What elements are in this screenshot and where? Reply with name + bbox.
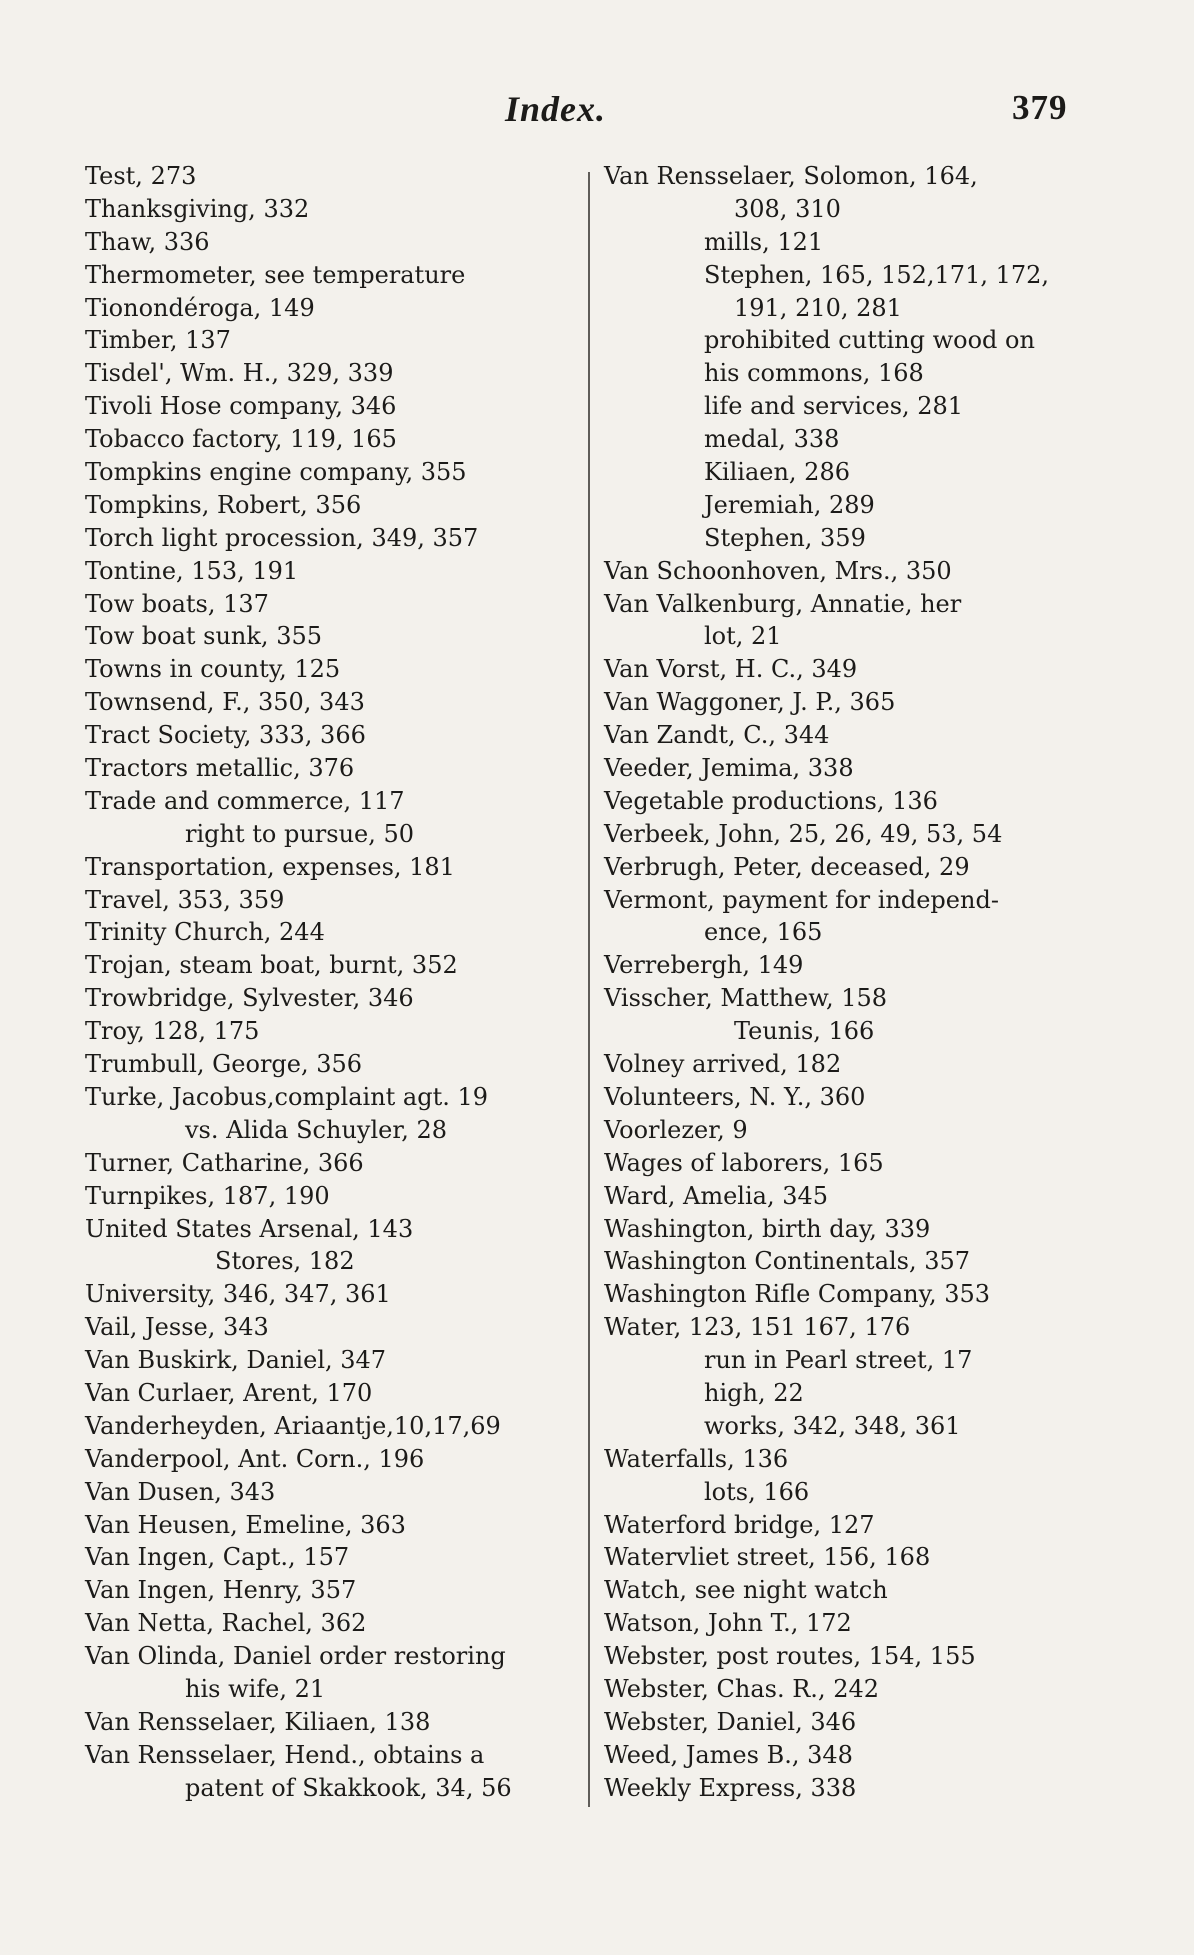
index-subentry: Teunis, 166 — [734, 1017, 875, 1046]
index-entry: Waterford bridge, 127 — [604, 1510, 875, 1539]
index-entry: Turke, Jacobus,complaint agt. 19 — [85, 1082, 489, 1111]
index-entry: Trinity Church, 244 — [85, 918, 325, 947]
index-entry: Waterfalls, 136 — [604, 1444, 789, 1473]
index-subentry: Stephen, 165, 152,171, 172, — [704, 260, 1050, 289]
index-entry: Turnpikes, 187, 190 — [85, 1181, 330, 1210]
index-entry: Weekly Express, 338 — [604, 1773, 857, 1802]
index-entry: Ward, Amelia, 345 — [604, 1181, 829, 1210]
index-entry: Tobacco factory, 119, 165 — [85, 425, 397, 454]
index-entry: Turner, Catharine, 366 — [85, 1148, 364, 1177]
index-entry: Webster, post routes, 154, 155 — [604, 1642, 976, 1671]
index-subentry: Jeremiah, 289 — [704, 490, 875, 519]
index-entry: Van Zandt, C., 344 — [604, 721, 830, 750]
index-entry: Wages of laborers, 165 — [604, 1148, 884, 1177]
index-entry: Van Olinda, Daniel order restoring — [85, 1642, 506, 1671]
index-subentry: ence, 165 — [704, 918, 823, 947]
index-entry: Van Rensselaer, Hend., obtains a — [85, 1740, 485, 1769]
index-entry: Van Vorst, H. C., 349 — [604, 655, 858, 684]
index-entry: University, 346, 347, 361 — [85, 1280, 391, 1309]
index-entry: Verbrugh, Peter, deceased, 29 — [604, 852, 970, 881]
index-entry: Van Rensselaer, Kiliaen, 138 — [85, 1707, 431, 1736]
index-subentry: his wife, 21 — [185, 1674, 326, 1703]
index-entry: Troy, 128, 175 — [85, 1017, 260, 1046]
index-entry: Test, 273 — [85, 162, 197, 190]
index-entry: Watervliet street, 156, 168 — [604, 1543, 931, 1572]
index-entry: Volney arrived, 182 — [604, 1050, 842, 1079]
index-column-left — [85, 160, 585, 1805]
index-entry: Tompkins, Robert, 356 — [85, 490, 362, 519]
index-subentry: medal, 338 — [704, 425, 840, 454]
index-subentry: 308, 310 — [734, 194, 841, 223]
index-entry: Trowbridge, Sylvester, 346 — [85, 984, 414, 1013]
index-entry: Washington, birth day, 339 — [604, 1214, 931, 1243]
index-entry: Van Ingen, Henry, 357 — [85, 1576, 357, 1605]
index-entry: Vail, Jesse, 343 — [85, 1313, 269, 1342]
index-entry: Van Schoonhoven, Mrs., 350 — [604, 556, 952, 585]
index-entry: Tisdel', Wm. H., 329, 339 — [85, 359, 394, 388]
index-entry: Tractors metallic, 376 — [85, 754, 355, 783]
index-entry: Veeder, Jemima, 338 — [604, 754, 854, 783]
index-subentry: lots, 166 — [704, 1477, 810, 1506]
index-subentry: patent of Skakkook, 34, 56 — [185, 1773, 512, 1802]
index-entry: Water, 123, 151 167, 176 — [604, 1313, 911, 1342]
index-entry: Van Heusen, Emeline, 363 — [85, 1510, 406, 1539]
index-entry: Tivoli Hose company, 346 — [85, 392, 397, 421]
index-entry: Tionondéroga, 149 — [85, 293, 315, 322]
index-subentry: right to pursue, 50 — [185, 819, 415, 848]
index-entry: Volunteers, N. Y., 360 — [604, 1082, 866, 1111]
index-subentry: Stephen, 359 — [704, 523, 866, 552]
index-entry: Tontine, 153, 191 — [85, 556, 299, 585]
index-subentry: Kiliaen, 286 — [704, 458, 850, 487]
index-entry: Watch, see night watch — [604, 1576, 888, 1605]
index-entry: Vegetable productions, 136 — [604, 786, 938, 815]
index-subentry: Stores, 182 — [215, 1247, 355, 1276]
index-entry: Van Dusen, 343 — [85, 1477, 276, 1506]
index-entry: Vermont, payment for independ- — [604, 885, 999, 914]
index-entry: Voorlezer, 9 — [604, 1115, 748, 1144]
index-entry: Van Netta, Rachel, 362 — [85, 1609, 367, 1638]
index-subentry: works, 342, 348, 361 — [704, 1411, 961, 1440]
index-entry: Timber, 137 — [85, 326, 231, 355]
index-entry: Van Buskirk, Daniel, 347 — [85, 1346, 387, 1375]
page-number: 379 — [1012, 88, 1068, 127]
index-entry: Watson, John T., 172 — [604, 1609, 852, 1638]
index-entry: Towns in county, 125 — [85, 655, 341, 684]
index-entry: Thermometer, see temperature — [85, 260, 466, 289]
index-entry: Webster, Chas. R., 242 — [604, 1674, 880, 1703]
index-entry: Washington Continentals, 357 — [604, 1247, 971, 1276]
index-subentry: lot, 21 — [704, 622, 782, 651]
index-entry: Torch light procession, 349, 357 — [85, 523, 479, 552]
index-entry: Van Rensselaer, Solomon, 164, — [604, 162, 978, 190]
index-subentry: vs. Alida Schuyler, 28 — [185, 1115, 447, 1144]
page-title: Index. — [505, 89, 607, 129]
index-entry: Verrebergh, 149 — [604, 951, 804, 980]
index-entry: Tow boats, 137 — [85, 589, 269, 618]
index-subentry: mills, 121 — [704, 227, 824, 256]
index-entry: Transportation, expenses, 181 — [85, 852, 455, 881]
index-subentry: life and services, 281 — [704, 392, 964, 421]
index-subentry: his commons, 168 — [704, 359, 924, 388]
index-column-right — [604, 160, 1094, 1805]
index-entry: Thanksgiving, 332 — [85, 194, 310, 223]
index-subentry: run in Pearl street, 17 — [704, 1346, 973, 1375]
index-entry: Trojan, steam boat, burnt, 352 — [85, 951, 458, 980]
index-entry: Webster, Daniel, 346 — [604, 1707, 857, 1736]
index-entry: Weed, James B., 348 — [604, 1740, 853, 1769]
index-subentry: prohibited cutting wood on — [704, 326, 1035, 355]
index-entry: Tow boat sunk, 355 — [85, 622, 322, 651]
index-entry: Visscher, Matthew, 158 — [604, 984, 888, 1013]
index-entry: Trumbull, George, 356 — [85, 1050, 363, 1079]
index-subentry: high, 22 — [704, 1378, 804, 1407]
index-entry: United States Arsenal, 143 — [85, 1214, 414, 1243]
index-entry: Trade and commerce, 117 — [85, 786, 405, 815]
index-entry: Van Waggoner, J. P., 365 — [604, 688, 896, 717]
index-entry: Vanderheyden, Ariaantje,10,17,69 — [85, 1411, 501, 1440]
index-entry: Washington Rifle Company, 353 — [604, 1280, 991, 1309]
column-divider — [588, 172, 590, 1807]
index-entry: Tompkins engine company, 355 — [85, 458, 467, 487]
index-entry: Verbeek, John, 25, 26, 49, 53, 54 — [604, 819, 1003, 848]
index-entry: Van Curlaer, Arent, 170 — [85, 1378, 373, 1407]
index-subentry: 191, 210, 281 — [734, 293, 902, 322]
index-entry: Van Valkenburg, Annatie, her — [604, 589, 962, 618]
index-entry: Van Ingen, Capt., 157 — [85, 1543, 350, 1572]
index-entry: Vanderpool, Ant. Corn., 196 — [85, 1444, 425, 1473]
index-entry: Thaw, 336 — [85, 227, 210, 256]
index-entry: Tract Society, 333, 366 — [85, 721, 366, 750]
index-entry: Travel, 353, 359 — [85, 885, 285, 914]
index-entry: Townsend, F., 350, 343 — [85, 688, 365, 717]
